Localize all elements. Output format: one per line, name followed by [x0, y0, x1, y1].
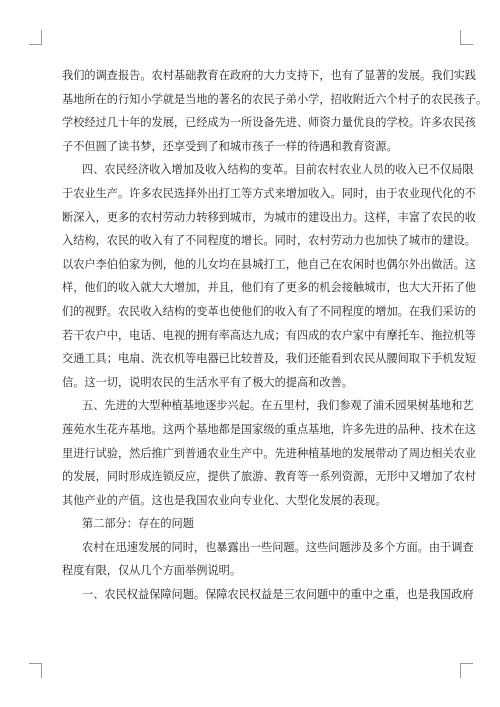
text-line: 四、农民经济收入增加及收入结构的变革。目前农村农业人员的收入已不仅局限: [82, 163, 474, 177]
text-line: 农村在迅速发展的同时，也暴露出一些问题。这些问题涉及多个方面。由于调查: [82, 540, 474, 554]
crop-mark-bottom-left: [29, 663, 42, 678]
paragraph: [62, 64, 488, 158]
crop-mark-top-left: [29, 30, 42, 45]
text-line: 程度有限，仅从几个方面举例说明。: [62, 564, 242, 578]
paragraph: [62, 536, 474, 583]
text-line: 以农户李伯伯家为例，他的儿女均在县城打工，他自己在农闲时也偶尔外出做活。这: [62, 257, 476, 271]
text-line: 里进行试验，然后推广到普通农业生产中。先进种植基地的发展带动了周边相关农业: [62, 446, 476, 460]
text-line: 若干农户中，电话、电视的拥有率高达九成；有四成的农户家中有摩托车、拖拉机等: [62, 328, 476, 342]
text-line: 子不但圆了读书梦，还享受到了和城市孩子一样的待遇和教育资源。: [62, 139, 398, 153]
text-line: 学校经过几十年的发展，已经成为一所设备先进、师资力量优良的学校。许多农民孩: [62, 116, 476, 130]
text-line: 们的视野。农民收入结构的变革也使他们的收入有了不同程度的增加。在我们采访的: [62, 304, 476, 318]
paragraph: [62, 583, 474, 607]
text-line: 其他产业的产值。这也是我国农业向专业化、大型化发展的表现。: [62, 493, 387, 507]
text-line: 入结构，农民的收入有了不同程度的增长。同时，农村劳动力也加快了城市的建设。: [62, 234, 476, 248]
paragraph: [62, 512, 438, 536]
text-line: 我们的调查报告。农村基础教育在政府的大力支持下，也有了显著的发展。我们实践: [62, 69, 476, 82]
text-line: 的发展，同时形成连锁反应，提供了旅游、教育等一系列资源，无形中又增加了农村: [62, 470, 476, 484]
text-line: 样，他们的收入就大大增加，并且，他们有了更多的机会接触城市，也大大开拓了他: [62, 281, 476, 295]
text-line: 基地所在的行知小学就是当地的著名的农民子弟小学，招收附近六个村子的农民孩子。: [62, 92, 488, 106]
crop-mark-top-right: [460, 30, 473, 45]
text-line: 断深入，更多的农村劳动力转移到城市，为城市的建设出力。这样，丰富了农民的收: [62, 210, 476, 224]
text-line: 莲苑水生花卉基地。这两个基地都是国家级的重点基地，许多先进的品种、技术在这: [62, 422, 476, 436]
text-line: 第二部分：存在的问题: [82, 517, 194, 531]
paragraph: [62, 394, 476, 512]
document-body: [62, 64, 488, 607]
paragraph: [62, 158, 476, 394]
text-line: 信。这一切，说明农民的生活水平有了极大的提高和改善。: [62, 375, 353, 389]
text-line: 一、农民权益保障问题。保障农民权益是三农问题中的重中之重，也是我国政府: [82, 588, 474, 602]
crop-mark-bottom-right: [460, 663, 473, 678]
text-line: 于农业生产。许多农民选择外出打工等方式来增加收入。同时，由于农业现代化的不: [62, 186, 476, 200]
text-line: 五、先进的大型种植基地逐步兴起。在五里村，我们参观了浦禾园果树基地和艺: [82, 399, 474, 413]
text-line: 交通工具；电扇、洗衣机等电器已比较普及，我们还能看到农民从腰间取下手机发短: [62, 352, 476, 366]
